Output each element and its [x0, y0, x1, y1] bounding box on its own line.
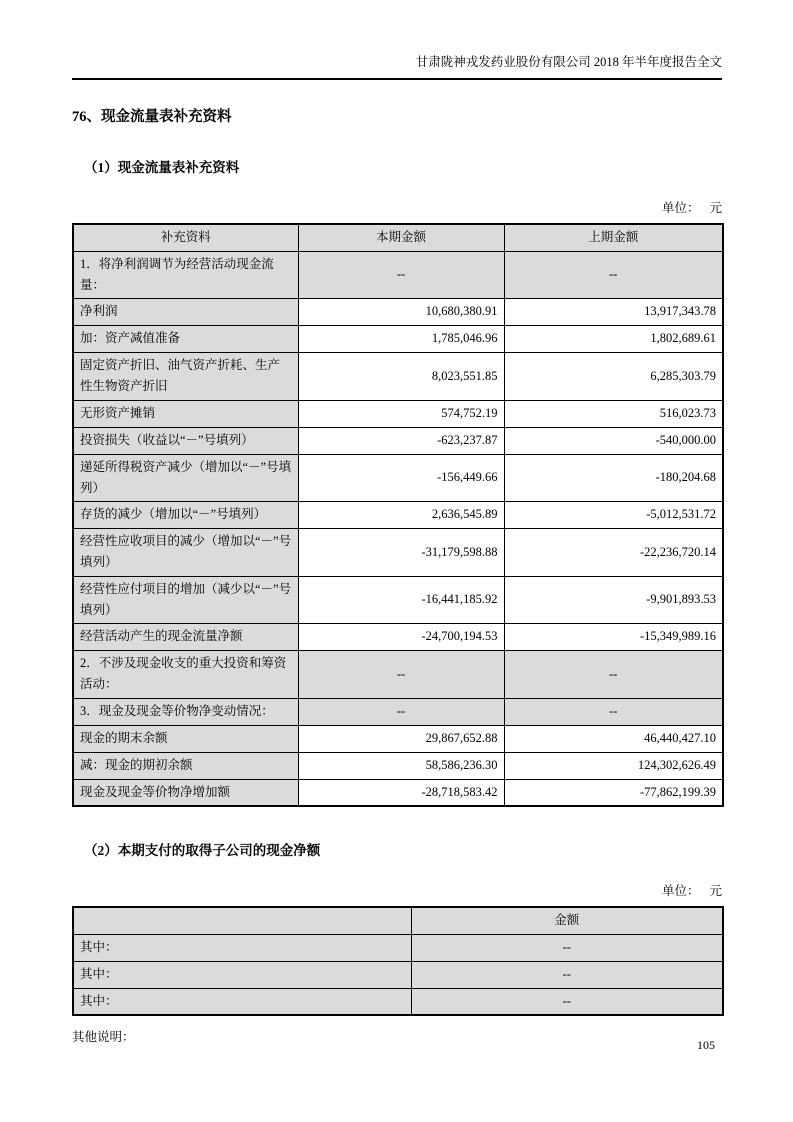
amount-cell: -- — [411, 934, 723, 961]
subsection-1-title: （1）现金流量表补充资料 — [84, 160, 240, 175]
row-label-cell: 其中： — [73, 988, 411, 1015]
table-row — [73, 299, 723, 326]
current-amount-cell: 10,680,380.91 — [298, 299, 504, 326]
current-amount-cell: -623,237.87 — [298, 427, 504, 454]
prior-amount-cell: -- — [504, 651, 723, 699]
row-label-cell: 2．不涉及现金收支的重大投资和筹资活动： — [73, 651, 298, 699]
current-amount-cell: -156,449.66 — [298, 454, 504, 502]
col-header-prior: 上期金额 — [504, 224, 723, 251]
report-title: 甘肃陇神戎发药业股份有限公司 2018 年半年度报告全文 — [415, 55, 722, 69]
subsection-2-title: （2）本期支付的取得子公司的现金净额 — [84, 843, 321, 858]
prior-amount-cell: -77,862,199.39 — [504, 779, 723, 806]
table-header-row — [73, 907, 723, 934]
current-amount-cell: 574,752.19 — [298, 400, 504, 427]
table-row — [73, 400, 723, 427]
current-amount-cell: -24,700,194.53 — [298, 624, 504, 651]
subsidiary-cash-table — [72, 906, 724, 1016]
unit-value: 元 — [709, 884, 722, 898]
row-label-cell: 1．将净利润调节为经营活动现金流量： — [73, 251, 298, 299]
unit-label: 单位： — [661, 884, 700, 898]
col-header-current: 本期金额 — [298, 224, 504, 251]
current-amount-cell: 58,586,236.30 — [298, 752, 504, 779]
other-notes-label: 其他说明： — [72, 1030, 135, 1044]
current-amount-cell: -- — [298, 251, 504, 299]
row-label-cell: 无形资产摊销 — [73, 400, 298, 427]
table-row — [73, 624, 723, 651]
prior-amount-cell: -9,901,893.53 — [504, 576, 723, 624]
table-row — [73, 651, 723, 699]
row-label-cell: 现金及现金等价物净增加额 — [73, 779, 298, 806]
amount-cell: -- — [411, 961, 723, 988]
amount-cell: -- — [411, 988, 723, 1015]
prior-amount-cell: -- — [504, 698, 723, 725]
table-row — [73, 326, 723, 353]
row-label-cell: 现金的期末余额 — [73, 725, 298, 752]
table-row — [73, 502, 723, 529]
table-row — [73, 752, 723, 779]
row-label-cell: 经营性应付项目的增加（减少以“－”号填列） — [73, 576, 298, 624]
current-amount-cell: -- — [298, 651, 504, 699]
document-header — [72, 0, 722, 80]
current-amount-cell: -16,441,185.92 — [298, 576, 504, 624]
table-row — [73, 698, 723, 725]
prior-amount-cell: 46,440,427.10 — [504, 725, 723, 752]
col-header-item: 补充资料 — [73, 224, 298, 251]
table-row — [73, 427, 723, 454]
table-row — [73, 251, 723, 299]
row-label-cell: 其中： — [73, 934, 411, 961]
prior-amount-cell: 13,917,343.78 — [504, 299, 723, 326]
row-label-cell: 减：现金的期初余额 — [73, 752, 298, 779]
prior-amount-cell: -540,000.00 — [504, 427, 723, 454]
row-label-cell: 3．现金及现金等价物净变动情况： — [73, 698, 298, 725]
row-label-cell: 投资损失（收益以“－”号填列） — [73, 427, 298, 454]
col-header-amount: 金额 — [411, 907, 723, 934]
table-row — [73, 529, 723, 577]
table-row — [73, 779, 723, 806]
prior-amount-cell: -15,349,989.16 — [504, 624, 723, 651]
section-title: 76、现金流量表补充资料 — [72, 109, 232, 125]
prior-amount-cell: 6,285,303.79 — [504, 353, 723, 401]
row-label-cell: 其中： — [73, 961, 411, 988]
unit-value: 元 — [709, 201, 722, 215]
prior-amount-cell: -- — [504, 251, 723, 299]
row-label-cell: 递延所得税资产减少（增加以“－”号填列） — [73, 454, 298, 502]
table-row — [73, 961, 723, 988]
table-row — [73, 725, 723, 752]
table-row — [73, 576, 723, 624]
prior-amount-cell: 516,023.73 — [504, 400, 723, 427]
current-amount-cell: 8,023,551.85 — [298, 353, 504, 401]
row-label-cell: 经营性应收项目的减少（增加以“－”号填列） — [73, 529, 298, 577]
unit-line-1 — [72, 198, 722, 216]
row-label-cell: 经营活动产生的现金流量净额 — [73, 624, 298, 651]
table-row — [73, 353, 723, 401]
table-header-row — [73, 224, 723, 251]
table-row — [73, 934, 723, 961]
prior-amount-cell: -180,204.68 — [504, 454, 723, 502]
unit-label: 单位： — [661, 201, 700, 215]
row-label-cell: 固定资产折旧、油气资产折耗、生产性生物资产折旧 — [73, 353, 298, 401]
current-amount-cell: 1,785,046.96 — [298, 326, 504, 353]
row-label-cell: 净利润 — [73, 299, 298, 326]
table-row — [73, 988, 723, 1015]
prior-amount-cell: -5,012,531.72 — [504, 502, 723, 529]
page-number: 105 — [697, 1038, 715, 1052]
row-label-cell: 存货的减少（增加以“－”号填列） — [73, 502, 298, 529]
current-amount-cell: -31,179,598.88 — [298, 529, 504, 577]
prior-amount-cell: 1,802,689.61 — [504, 326, 723, 353]
page-content — [72, 0, 722, 1045]
supplementary-cash-flow-table — [72, 223, 724, 807]
current-amount-cell: -- — [298, 698, 504, 725]
unit-line-2 — [72, 881, 722, 899]
current-amount-cell: 29,867,652.88 — [298, 725, 504, 752]
prior-amount-cell: -22,236,720.14 — [504, 529, 723, 577]
col-header-blank — [73, 907, 411, 934]
table-row — [73, 454, 723, 502]
row-label-cell: 加：资产减值准备 — [73, 326, 298, 353]
current-amount-cell: 2,636,545.89 — [298, 502, 504, 529]
current-amount-cell: -28,718,583.42 — [298, 779, 504, 806]
prior-amount-cell: 124,302,626.49 — [504, 752, 723, 779]
